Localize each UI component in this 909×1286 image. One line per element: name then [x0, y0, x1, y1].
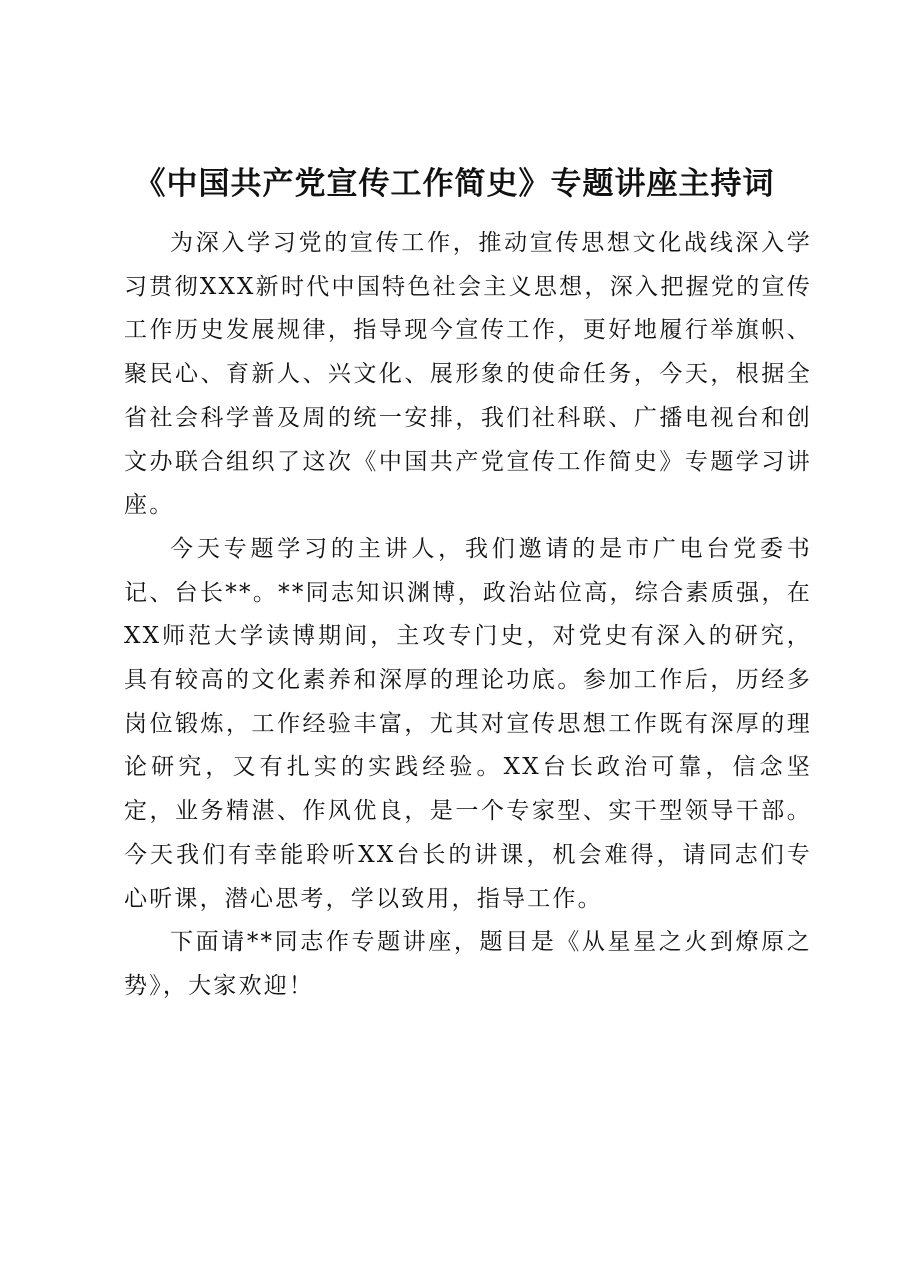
paragraph-speaker-introduction: 今天专题学习的主讲人，我们邀请的是市广电台党委书记、台长**。**同志知识渊博，政治站位高，综合素质强，在XX师范大学读博期间，主攻专门史，对党史有深入的研究，具有较高的文化素养和深厚的理论功底。参加工作后，历经多岗位锻炼，工作经验丰富，尤其对宣传思想工作既有深厚的理论研究，又有扎实的实践经验。XX台长政治可靠，信念坚定，业务精湛、作风优良，是一个专家型、实干型领导干部。今天我们有幸能聆听XX台长的讲课，机会难得，请同志们专心听课，潜心思考，学以致用，指导工作。	[124, 535, 812, 912]
document-body	[124, 222, 812, 1009]
paragraph-lecture-invitation: 下面请**同志作专题讲座，题目是《从星星之火到燎原之势》，大家欢迎！	[124, 929, 812, 999]
document-title: 《中国共产党宣传工作简史》专题讲座主持词	[134, 166, 775, 202]
paragraph-purpose: 为深入学习党的宣传工作，推动宣传思想文化战线深入学习贯彻XXX新时代中国特色社会主义思想，深入把握党的宣传工作历史发展规律，指导现今宣传工作，更好地履行举旗帜、聚民心、育新人、兴文化、展形象的使命任务，今天，根据全省社会科学普及周的统一安排，我们社科联、广播电视台和创文办联合组织了这次《中国共产党宣传工作简史》专题学习讲座。	[124, 230, 812, 519]
